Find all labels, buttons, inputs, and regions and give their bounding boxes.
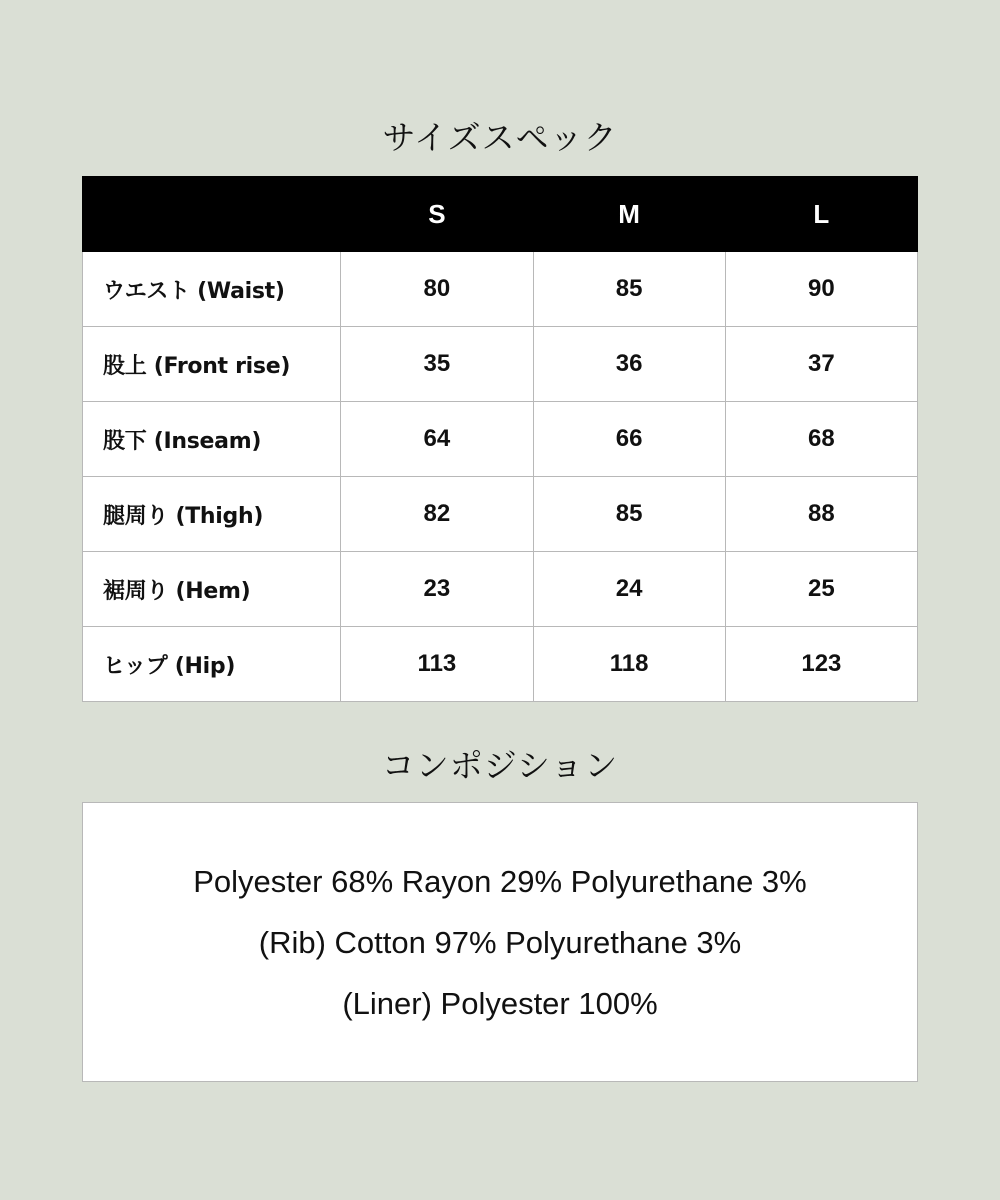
composition-title: コンポジション [381, 746, 619, 785]
table-row-thigh [83, 477, 918, 552]
cell-value: 25 [725, 552, 917, 627]
header-empty-cell [83, 177, 341, 252]
composition-line-main: Polyester 68% Rayon 29% Polyurethane 3% [193, 864, 807, 899]
cell-value: 90 [725, 252, 917, 327]
row-label: 股上 (Front rise) [83, 327, 341, 402]
row-label: 股下 (Inseam) [83, 402, 341, 477]
column-header-l: L [725, 177, 917, 252]
cell-value: 80 [341, 252, 533, 327]
cell-value: 64 [341, 402, 533, 477]
composition-box [82, 802, 918, 1082]
cell-value: 82 [341, 477, 533, 552]
table-header-row [83, 177, 918, 252]
row-label: 腿周り (Thigh) [83, 477, 341, 552]
cell-value: 36 [533, 327, 725, 402]
row-label: ウエスト (Waist) [83, 252, 341, 327]
cell-value: 24 [533, 552, 725, 627]
cell-value: 66 [533, 402, 725, 477]
row-label: ヒップ (Hip) [83, 627, 341, 702]
cell-value: 118 [533, 627, 725, 702]
cell-value: 113 [341, 627, 533, 702]
composition-line-liner: (Liner) Polyester 100% [342, 986, 658, 1021]
cell-value: 35 [341, 327, 533, 402]
column-header-m: M [533, 177, 725, 252]
cell-value: 23 [341, 552, 533, 627]
cell-value: 123 [725, 627, 917, 702]
composition-line-rib: (Rib) Cotton 97% Polyurethane 3% [258, 925, 742, 960]
cell-value: 85 [533, 252, 725, 327]
cell-value: 68 [725, 402, 917, 477]
table-row-inseam [83, 402, 918, 477]
table-row-hem [83, 552, 918, 627]
table-row-waist [83, 252, 918, 327]
row-label: 裾周り (Hem) [83, 552, 341, 627]
cell-value: 85 [533, 477, 725, 552]
size-spec-title: サイズスペック [382, 118, 618, 157]
cell-value: 37 [725, 327, 917, 402]
size-spec-table [82, 176, 918, 702]
table-row-front-rise [83, 327, 918, 402]
table-row-hip [83, 627, 918, 702]
cell-value: 88 [725, 477, 917, 552]
column-header-s: S [341, 177, 533, 252]
